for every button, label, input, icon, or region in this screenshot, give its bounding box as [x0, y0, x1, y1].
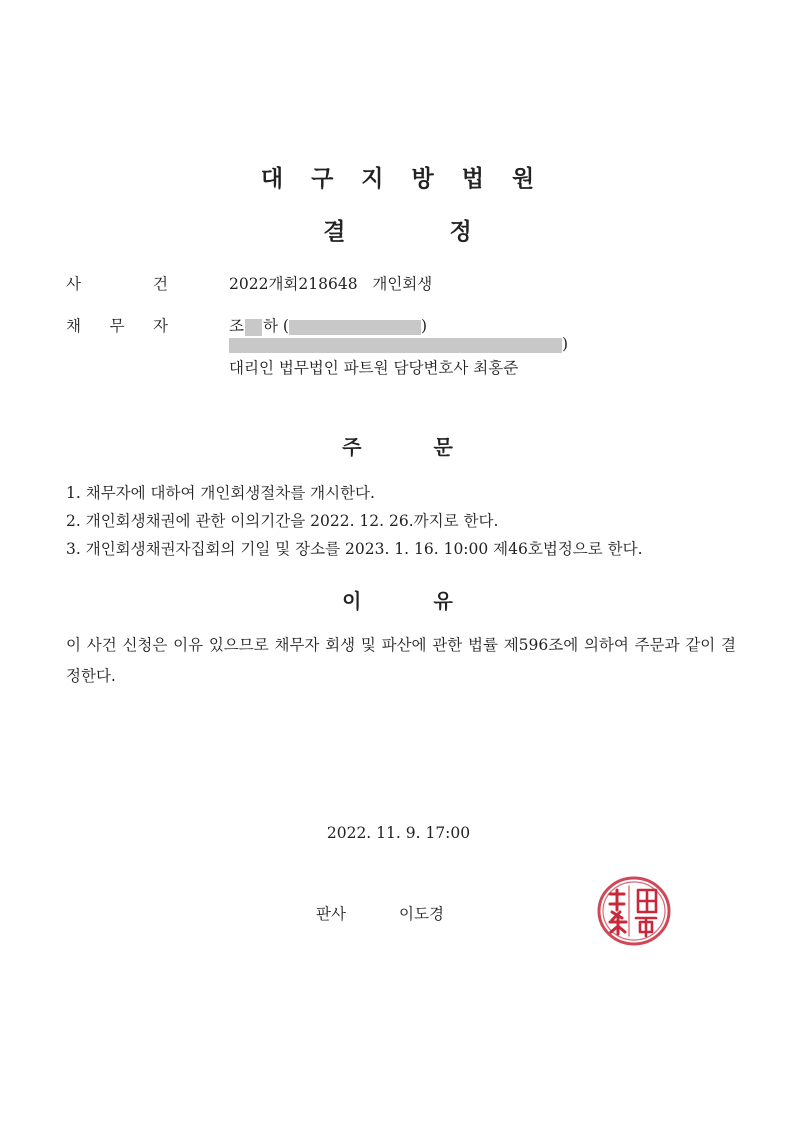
debtor-address-line	[229, 335, 568, 353]
redaction-box	[229, 338, 562, 353]
debtor-name-line	[229, 314, 427, 336]
reason-title	[0, 585, 795, 614]
paren-close: )	[420, 317, 427, 335]
reason-title-char: 이	[342, 589, 362, 613]
debtor-name-last: 하 (	[262, 317, 289, 335]
debtor-label-char: 무	[109, 317, 125, 335]
redaction-box	[245, 319, 262, 336]
judge-title: 판사	[316, 905, 346, 923]
decision-date: 2022. 11. 9. 17:00	[326, 824, 471, 842]
court-name	[0, 160, 795, 193]
court-name-char: 지	[361, 166, 384, 192]
redaction-box	[289, 320, 421, 335]
paren-close: )	[562, 335, 569, 353]
case-label	[66, 272, 168, 294]
court-name-char: 구	[311, 166, 334, 192]
document-title-char: 결	[323, 219, 346, 245]
order-title	[0, 431, 795, 460]
case-label-char: 건	[153, 275, 168, 293]
document-title	[0, 213, 795, 246]
debtor-label-char: 채	[66, 317, 81, 335]
debtor-name-first: 조	[229, 317, 244, 335]
order-item: 2. 개인회생채권에 관한 이의기간을 2022. 12. 26.까지로 한다.	[66, 512, 499, 530]
debtor-label	[66, 314, 168, 336]
reason-text: 이 사건 신청은 이유 있으므로 채무자 회생 및 파산에 관한 법률 제596조에 의하여 주문과 같이 결정한다.	[66, 636, 736, 685]
court-seal-icon	[596, 876, 672, 946]
order-item: 3. 개인회생채권자집회의 기일 및 장소를 2023. 1. 16. 10:00 제46호법정으로 한다.	[66, 540, 643, 558]
court-name-char: 대	[260, 166, 284, 192]
document-title-char: 정	[449, 219, 472, 245]
order-title-char: 문	[433, 435, 453, 459]
debtor-label-char: 자	[153, 317, 168, 335]
debtor-agent: 대리인 법무법인 파트원 담당변호사 최홍준	[229, 359, 519, 377]
reason-title-char: 유	[433, 589, 453, 613]
court-name-char: 원	[511, 166, 535, 192]
court-name-char: 방	[411, 166, 434, 192]
court-name-char: 법	[461, 166, 484, 192]
judge-name: 이도경	[399, 905, 444, 923]
case-label-char: 사	[66, 275, 81, 293]
order-item: 1. 채무자에 대하여 개인회생절차를 개시한다.	[66, 484, 375, 502]
order-title-char: 주	[342, 435, 362, 459]
case-number: 2022개회218648 개인회생	[229, 275, 433, 293]
